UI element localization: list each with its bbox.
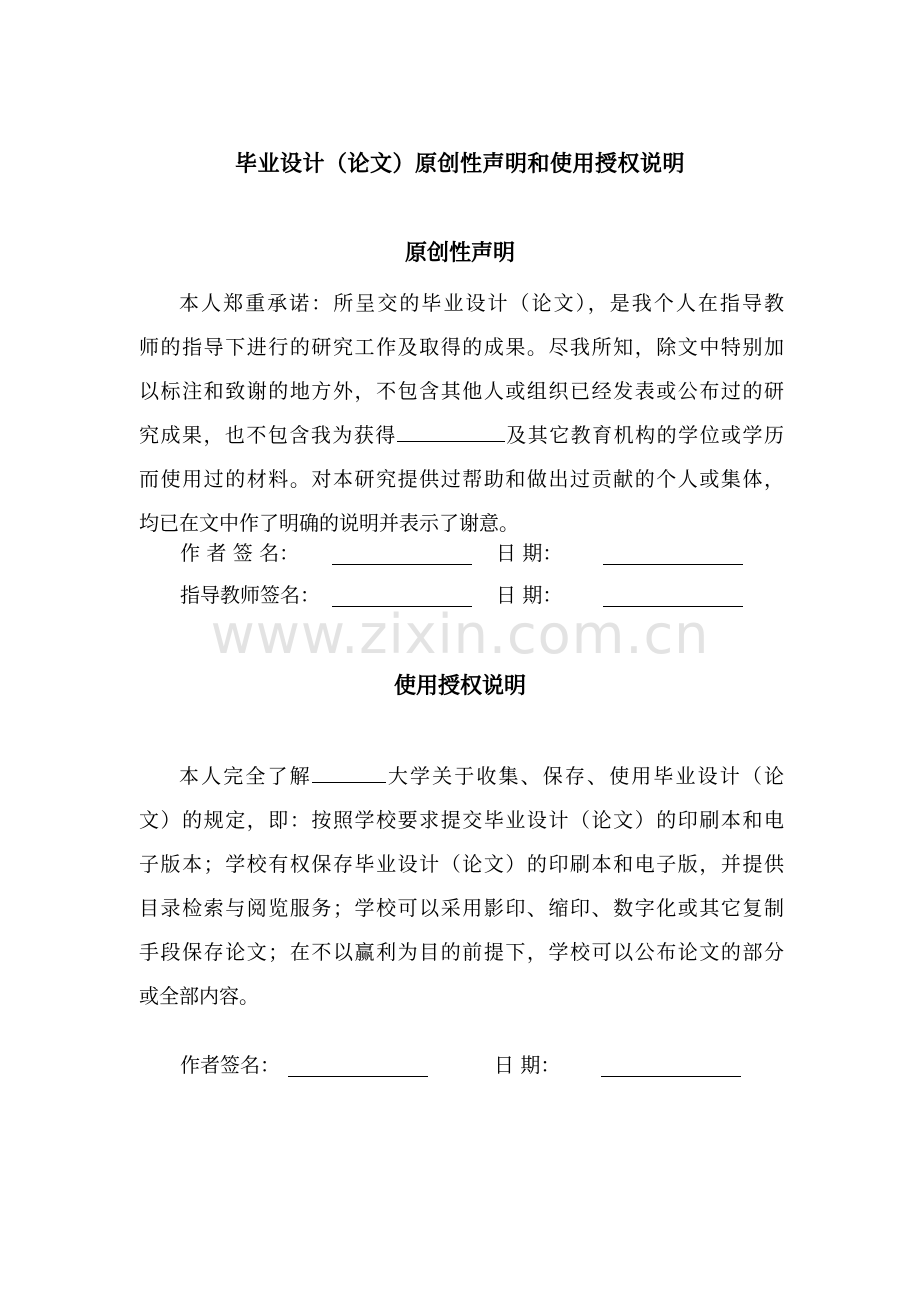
date-line bbox=[603, 540, 743, 565]
author-signature-row bbox=[0, 538, 920, 568]
author-signature-label: 作者签名： bbox=[180, 1053, 280, 1077]
statement-text: 及其它教育机构的学位或学历 bbox=[504, 423, 785, 447]
watermark: www.zixin.com.cn bbox=[210, 603, 710, 666]
authorization-statement bbox=[139, 754, 784, 1018]
date-label: 日 期： bbox=[496, 541, 563, 565]
statement-line: 以标注和致谢的地方外，不包含其他人或组织已经发表或公布过的研 bbox=[139, 379, 784, 403]
date-line bbox=[603, 582, 743, 607]
advisor-signature-line bbox=[332, 582, 472, 607]
statement-text: 大学关于收集、保存、使用毕业设计（论 bbox=[385, 764, 784, 788]
statement-line: 而使用过的材料。对本研究提供过帮助和做出过贡献的个人或集体， bbox=[139, 467, 784, 491]
author-signature-line bbox=[332, 540, 472, 565]
statement-line-with-blank bbox=[139, 754, 784, 798]
author-signature-line bbox=[288, 1052, 428, 1077]
statement-text: 本人完全了解 bbox=[179, 764, 312, 788]
statement-line: 均已在文中作了明确的说明并表示了谢意。 bbox=[139, 511, 519, 535]
degree-blank bbox=[397, 417, 505, 442]
statement-line-with-blank bbox=[139, 413, 784, 457]
page-title: 毕业设计（论文）原创性声明和使用授权说明 bbox=[234, 152, 685, 177]
statement-line: 文）的规定，即：按照学校要求提交毕业设计（论文）的印刷本和电 bbox=[139, 808, 784, 832]
statement-line: 子版本；学校有权保存毕业设计（论文）的印刷本和电子版，并提供 bbox=[139, 852, 784, 876]
authorization-section-title: 使用授权说明 bbox=[393, 674, 526, 699]
university-blank bbox=[312, 758, 386, 783]
date-line bbox=[601, 1052, 741, 1077]
originality-statement bbox=[139, 281, 784, 545]
date-label: 日 期： bbox=[494, 1053, 561, 1077]
statement-line: 或全部内容。 bbox=[139, 984, 259, 1008]
statement-line: 目录检索与阅览服务；学校可以采用影印、缩印、数字化或其它复制 bbox=[139, 896, 784, 920]
advisor-signature-label: 指导教师签名： bbox=[180, 583, 320, 607]
statement-line: 手段保存论文；在不以赢利为目的前提下，学校可以公布论文的部分 bbox=[139, 940, 784, 964]
statement-text: 究成果，也不包含我为获得 bbox=[139, 423, 397, 447]
authorization-signature-row bbox=[0, 1050, 920, 1080]
originality-section-title: 原创性声明 bbox=[404, 241, 515, 266]
advisor-signature-row bbox=[0, 580, 920, 610]
statement-line: 师的指导下进行的研究工作及取得的成果。尽我所知，除文中特别加 bbox=[139, 335, 784, 359]
author-signature-label: 作 者 签 名： bbox=[180, 541, 300, 565]
statement-line: 本人郑重承诺：所呈交的毕业设计（论文），是我个人在指导教 bbox=[179, 291, 784, 315]
date-label: 日 期： bbox=[496, 583, 563, 607]
